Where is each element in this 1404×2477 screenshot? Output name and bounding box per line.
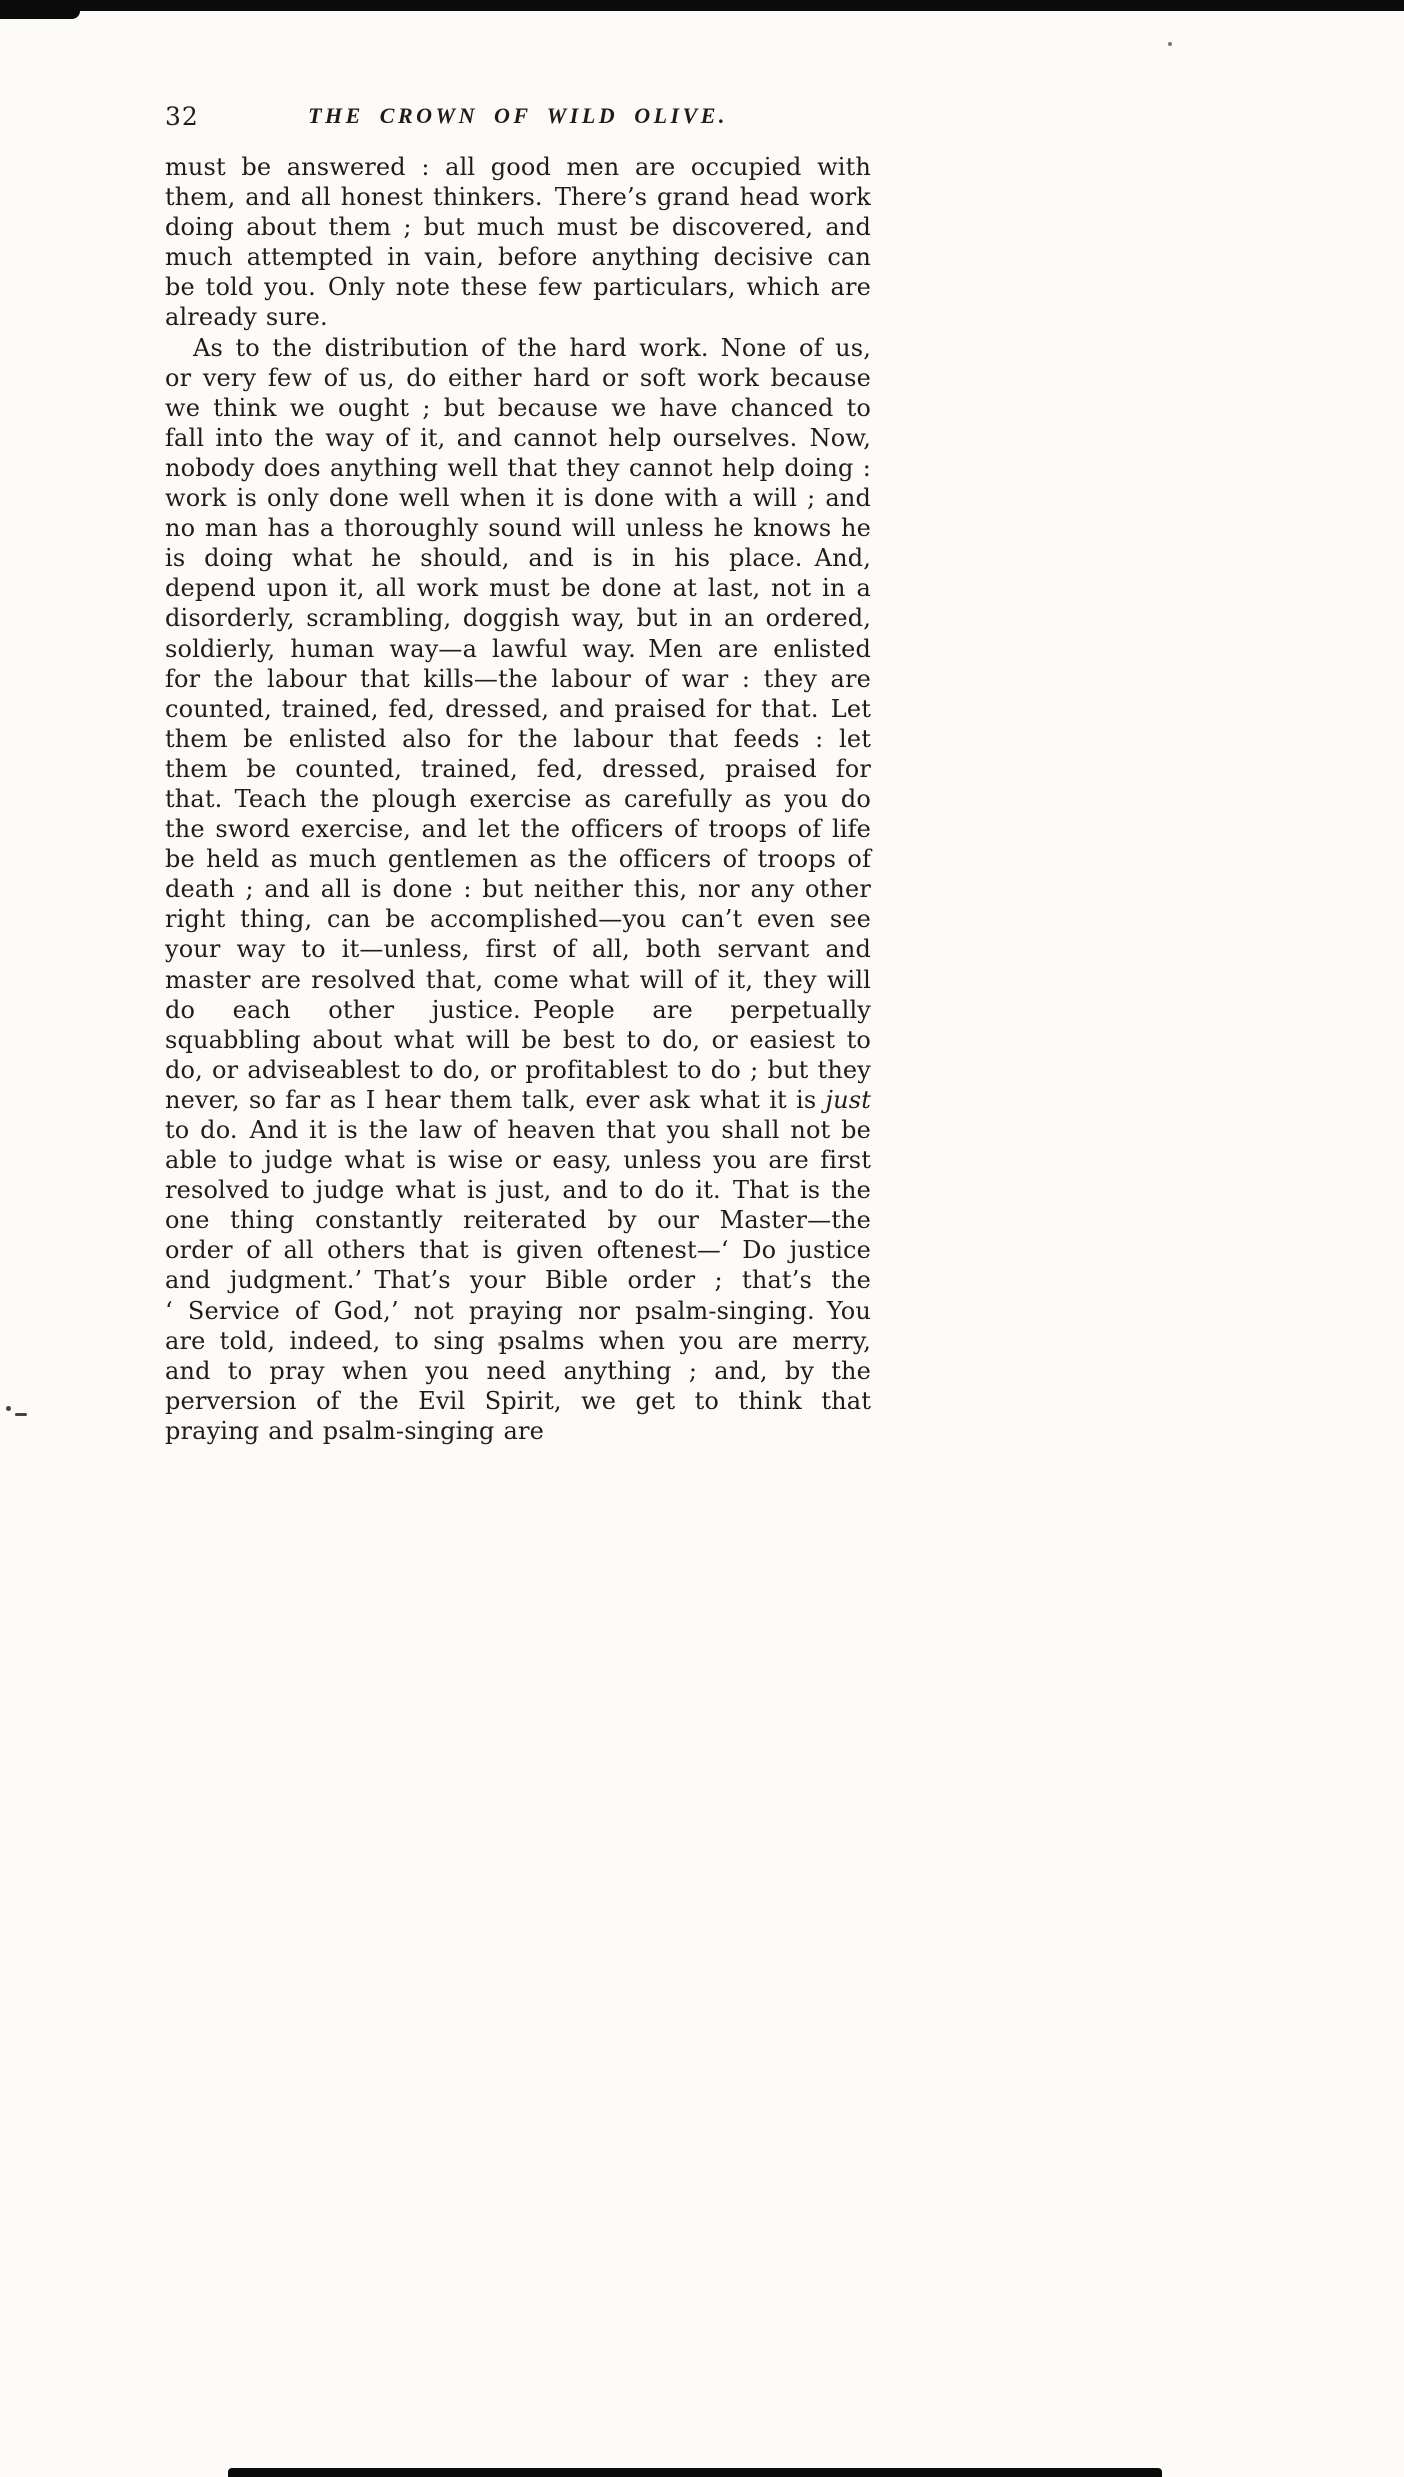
scan-artifact-corner-blob — [0, 0, 80, 19]
scan-speck — [1168, 42, 1172, 46]
page-number: 32 — [165, 102, 199, 131]
body-text: to do. And it is the law of heaven that you shall not be able to judge what is wise or easy, unless you are first resolved to judge what is just, and to do it. That is the one thing constantly reiterated by our Master—the order of all others that is given oftenest—‘ Do justice and judgment.’ That’s your Bible order ; that’s the ‘ Service of God,’ not praying nor psalm-singing. You are told, indeed, to sing psalms when you are merry, and to pray when you need anything ; and, by the perversion of the Evil Spirit, we get to think that praying and psalm-singing are — [165, 1116, 871, 1445]
scan-artifact-bottom-bar — [228, 2468, 1162, 2477]
scan-speck — [15, 1413, 27, 1416]
paragraph-main — [165, 333, 871, 1446]
text-block — [165, 100, 871, 1446]
page-header — [165, 100, 871, 134]
running-header-title: THE CROWN OF WILD OLIVE. — [308, 103, 728, 128]
italic-text: just — [825, 1085, 871, 1114]
scan-speck — [6, 1406, 11, 1411]
scan-artifact-top-bar — [0, 0, 1404, 11]
body-text: As to the distribution of the hard work. None of us, or very few of us, do either hard or soft work because we think we ought ; but because we have chanced to fall into the way of it, and cannot help ourselves. Now, nobody does anything well that they cannot help doing : work is only done well when it is done with a will ; and no man has a thoroughly sound will unless he knows he is doing what he should, and is in his place. And, depend upon it, all work must be done at last, not in a disorderly, scrambling, doggish way, but in an ordered, soldierly, human way—a lawful way. Men are enlisted for the labour that kills—the labour of war : they are counted, trained, fed, dressed, and praised for that. Let them be enlisted also for the labour that feeds : let them be counted, trained, fed, dressed, praised for that. Teach the plough exercise as carefully as you do the sword exercise, and let the officers of troops of life be held as much gentlemen as the officers of troops of death ; and all is done : but neither this, nor any other right thing, can be accomplished—you can’t even see your way to it—unless, first of all, both servant and master are resolved that, come what will of it, they will do each other justice. People are perpetually squabbling about what will be best to do, or easiest to do, or adviseablest to do, or profitablest to do ; but they never, so far as I hear them talk, ever ask what it is — [165, 333, 871, 1114]
body-text: must be answered : all good men are occupied with them, and all honest thinkers. There’s grand head work doing about them ; but much must be discovered, and much attempted in vain, before anything decisive can be told you. Only note these few particulars, which are already sure. — [165, 153, 871, 332]
page-body — [165, 152, 871, 1446]
paragraph-continued — [165, 152, 871, 333]
